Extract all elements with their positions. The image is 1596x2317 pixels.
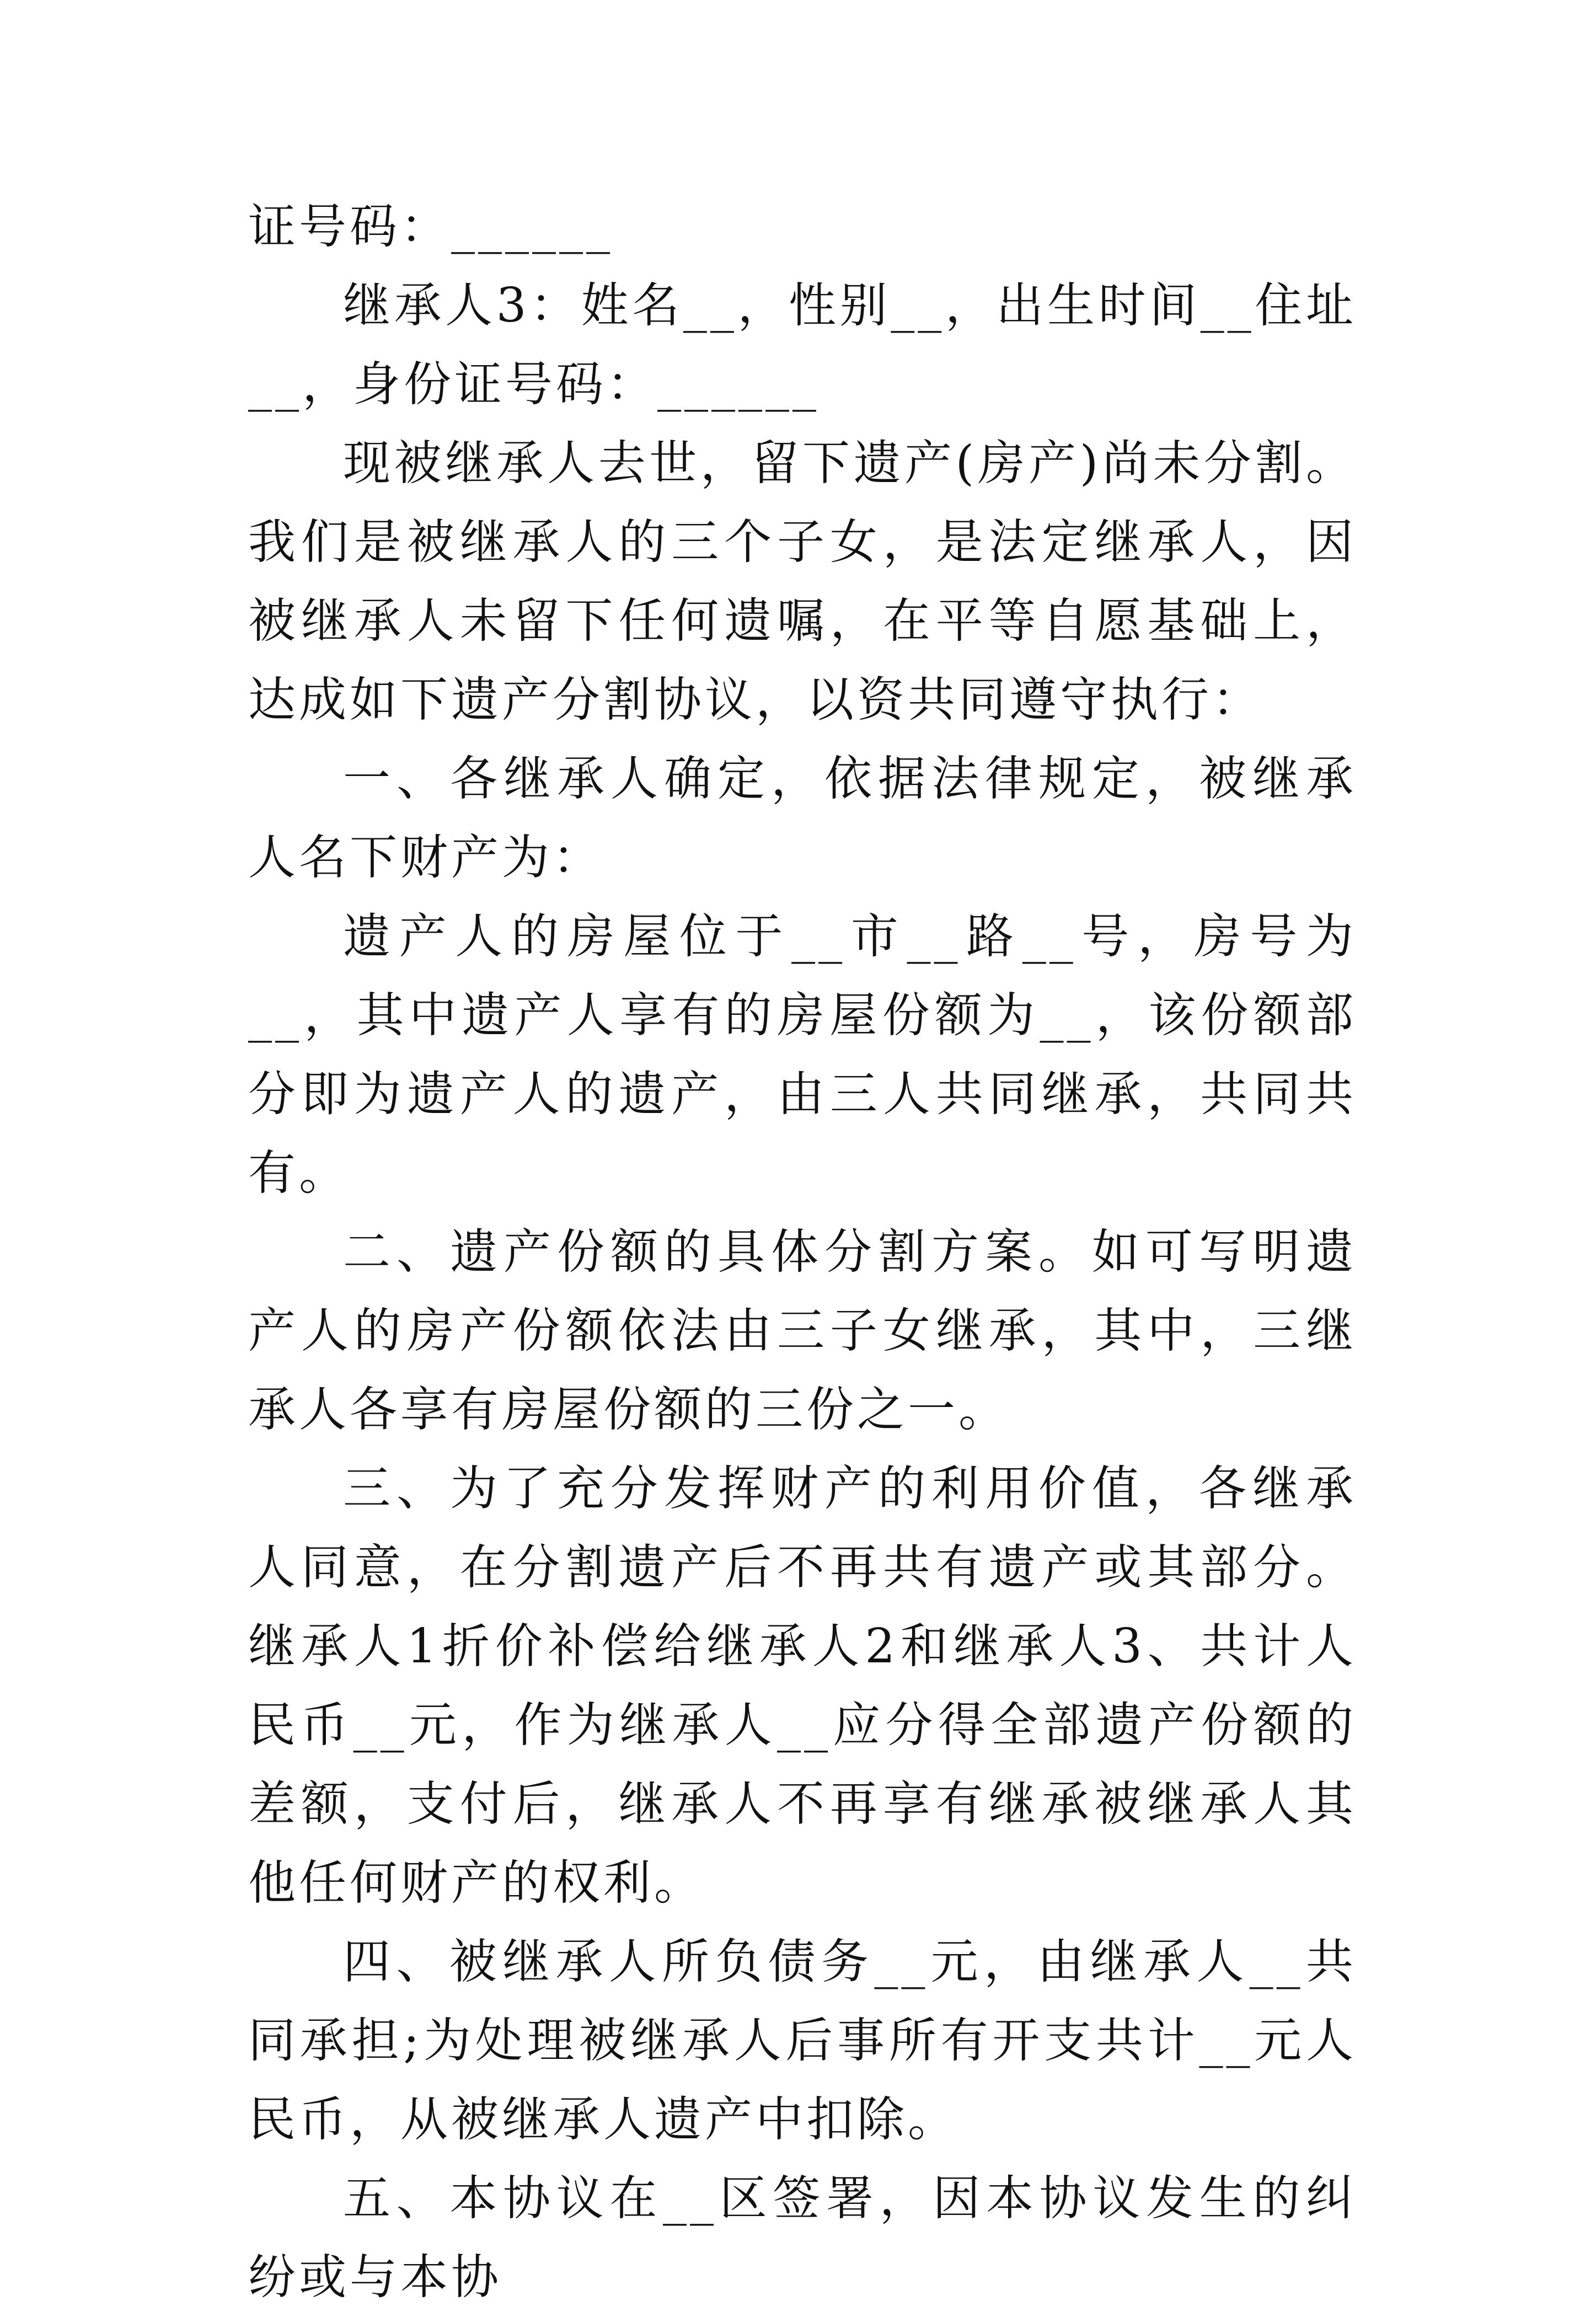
paragraph-id-number-continuation: 证号码：______ bbox=[248, 199, 613, 254]
paragraph-clause-5: 五、本协议在__区签署，因本协议发生的纠纷或与本协 bbox=[248, 2171, 1357, 2305]
paragraph-heir-3: 继承人3：姓名__，性别__，出生时间__住址__，身份证号码：______ bbox=[248, 278, 1357, 412]
paragraph-property-location: 遗产人的房屋位于__市__路__号，房号为__，其中遗产人享有的房屋份额为__，该份额部分即为遗产人的遗产，由三人共同继承，共同共有。 bbox=[248, 909, 1357, 1201]
paragraph-clause-2: 二、遗产份额的具体分割方案。如可写明遗产人的房产份额依法由三子女继承，其中，三继承人各享有房屋份额的三份之一。 bbox=[248, 1224, 1357, 1437]
paragraph-clause-4: 四、被继承人所负债务__元，由继承人__共同承担;为处理被继承人后事所有开支共计__元人民币，从被继承人遗产中扣除。 bbox=[248, 1934, 1357, 2147]
paragraph-preamble: 现被继承人去世，留下遗产(房产)尚未分割。我们是被继承人的三个子女，是法定继承人，因被继承人未留下任何遗嘱，在平等自愿基础上，达成如下遗产分割协议，以资共同遵守执行： bbox=[248, 436, 1357, 727]
paragraph-clause-1: 一、各继承人确定，依据法律规定，被继承人名下财产为： bbox=[248, 751, 1357, 885]
document-body bbox=[248, 188, 1357, 2317]
paragraph-clause-3: 三、为了充分发挥财产的利用价值，各继承人同意，在分割遗产后不再共有遗产或其部分。继承人1折价补偿给继承人2和继承人3、共计人民币__元，作为继承人__应分得全部遗产份额的差额，支付后，继承人不再享有继承被继承人其他任何财产的权利。 bbox=[248, 1461, 1357, 1911]
